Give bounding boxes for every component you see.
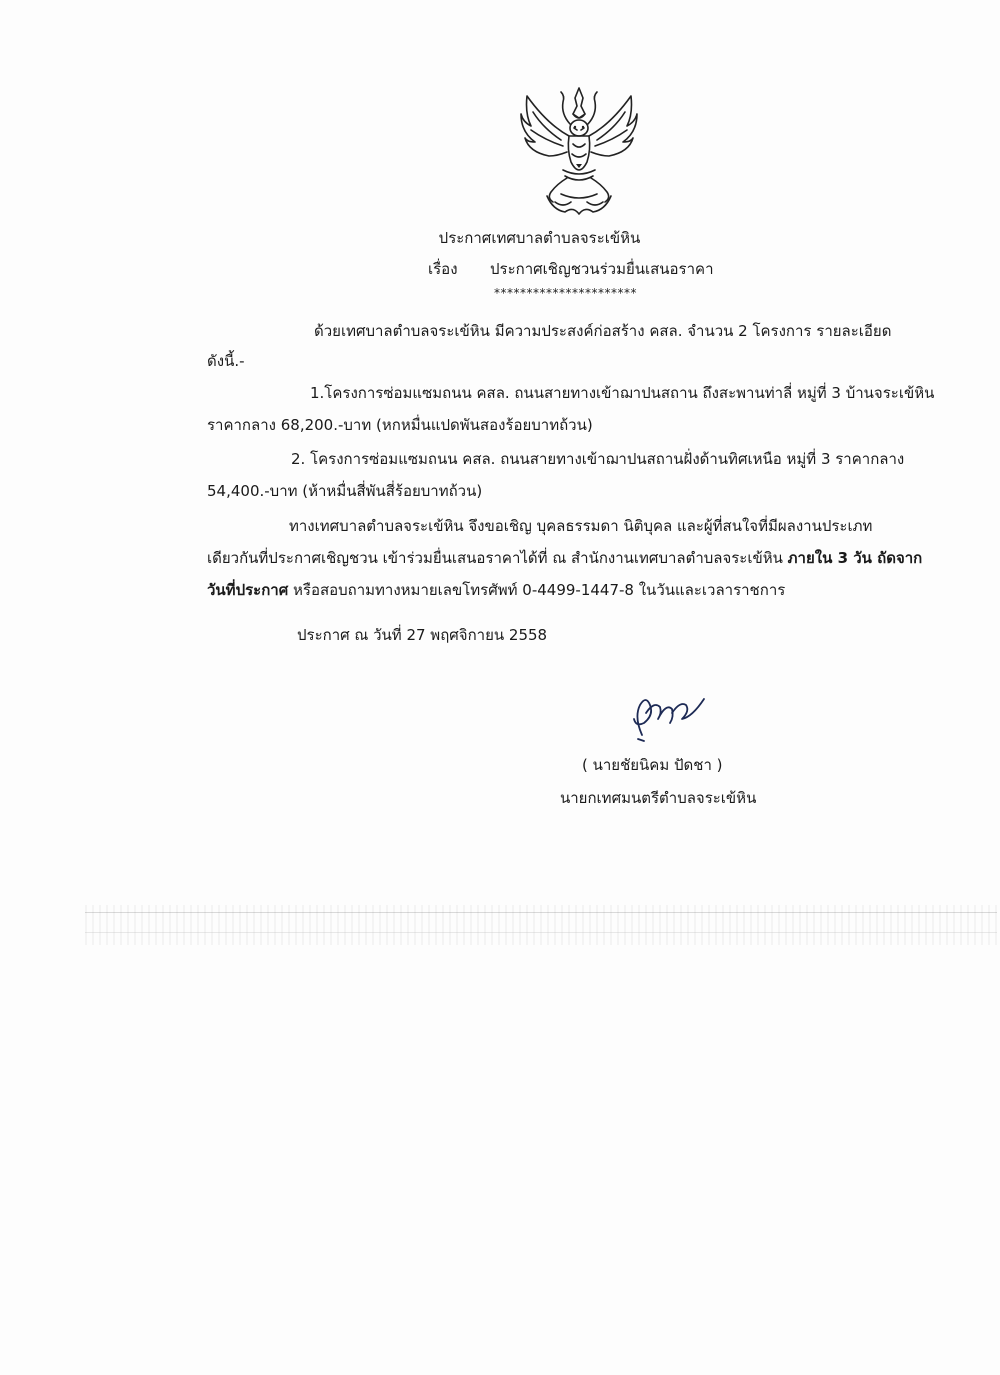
invite-deadline-bold: ภายใน 3 วัน ถัดจาก: [787, 549, 923, 567]
star-divider: **********************: [494, 286, 637, 300]
subject-text: ประกาศเชิญชวนร่วมยื่นเสนอราคา: [490, 260, 714, 278]
invite-line-3: [207, 580, 929, 600]
item-1-line-1: 1.โครงการซ่อมแซมถนน คสล. ถนนสายทางเข้าฌาปนสถาน ถึงสะพานท่าลี่ หมู่ที่ 3 บ้านจระเข้หิน: [310, 384, 935, 402]
announcement-title: ประกาศเทศบาลตำบลจระเข้หิน: [438, 229, 641, 247]
subject-row: [428, 259, 714, 279]
intro-line-2: ดังนี้.-: [207, 352, 245, 370]
intro-paragraph: [207, 321, 929, 371]
signatory-name: ( นายชัยนิคม ปัดชา ): [582, 756, 723, 774]
subject-label: เรื่อง: [428, 260, 458, 278]
invite-line-3-text: หรือสอบถามทางหมายเลขโทรศัพท์ 0-4499-1447-8 ในวันและเวลาราชการ: [288, 581, 786, 599]
invitation-paragraph: [207, 516, 929, 600]
scan-artifact-band: [85, 905, 997, 945]
item-2-line-1: 2. โครงการซ่อมแซมถนน คสล. ถนนสายทางเข้าฌาปนสถานฝั่งด้านทิศเหนือ หมู่ที่ 3 ราคากลาง: [291, 450, 905, 468]
intro-line-1: ด้วยเทศบาลตำบลจระเข้หิน มีความประสงค์ก่อสร้าง คสล. จำนวน 2 โครงการ รายละเอียด: [314, 322, 892, 340]
announcement-date: ประกาศ ณ วันที่ 27 พฤศจิกายน 2558: [297, 626, 548, 644]
invite-line-1: ทางเทศบาลตำบลจระเข้หิน จึงขอเชิญ บุคลธรรมดา นิติบุคล และผู้ที่สนใจที่มีผลงานประเภท: [289, 517, 873, 535]
scan-artifact-line: [85, 932, 997, 933]
handwritten-signature: [620, 683, 715, 743]
project-item-1: [207, 383, 935, 435]
signatory-position: นายกเทศมนตรีตำบลจระเข้หิน: [560, 789, 757, 807]
item-1-line-2: ราคากลาง 68,200.-บาท (หกหมื่นแปดพันสองร้อยบาทถ้วน): [207, 416, 593, 434]
invite-announce-date-bold: วันที่ประกาศ: [207, 581, 289, 599]
scan-artifact-line: [85, 912, 997, 913]
project-item-2: [207, 449, 929, 501]
item-2-line-2: 54,400.-บาท (ห้าหมื่นสี่พันสี่ร้อยบาทถ้วน): [207, 482, 483, 500]
invite-line-2-text: เดียวกันที่ประกาศเชิญชวน เข้าร่วมยื่นเสนอราคาได้ที่ ณ สำนักงานเทศบาลตำบลจระเข้หิน: [207, 549, 788, 567]
invite-line-2: [207, 548, 929, 568]
garuda-emblem-icon: [517, 84, 641, 218]
